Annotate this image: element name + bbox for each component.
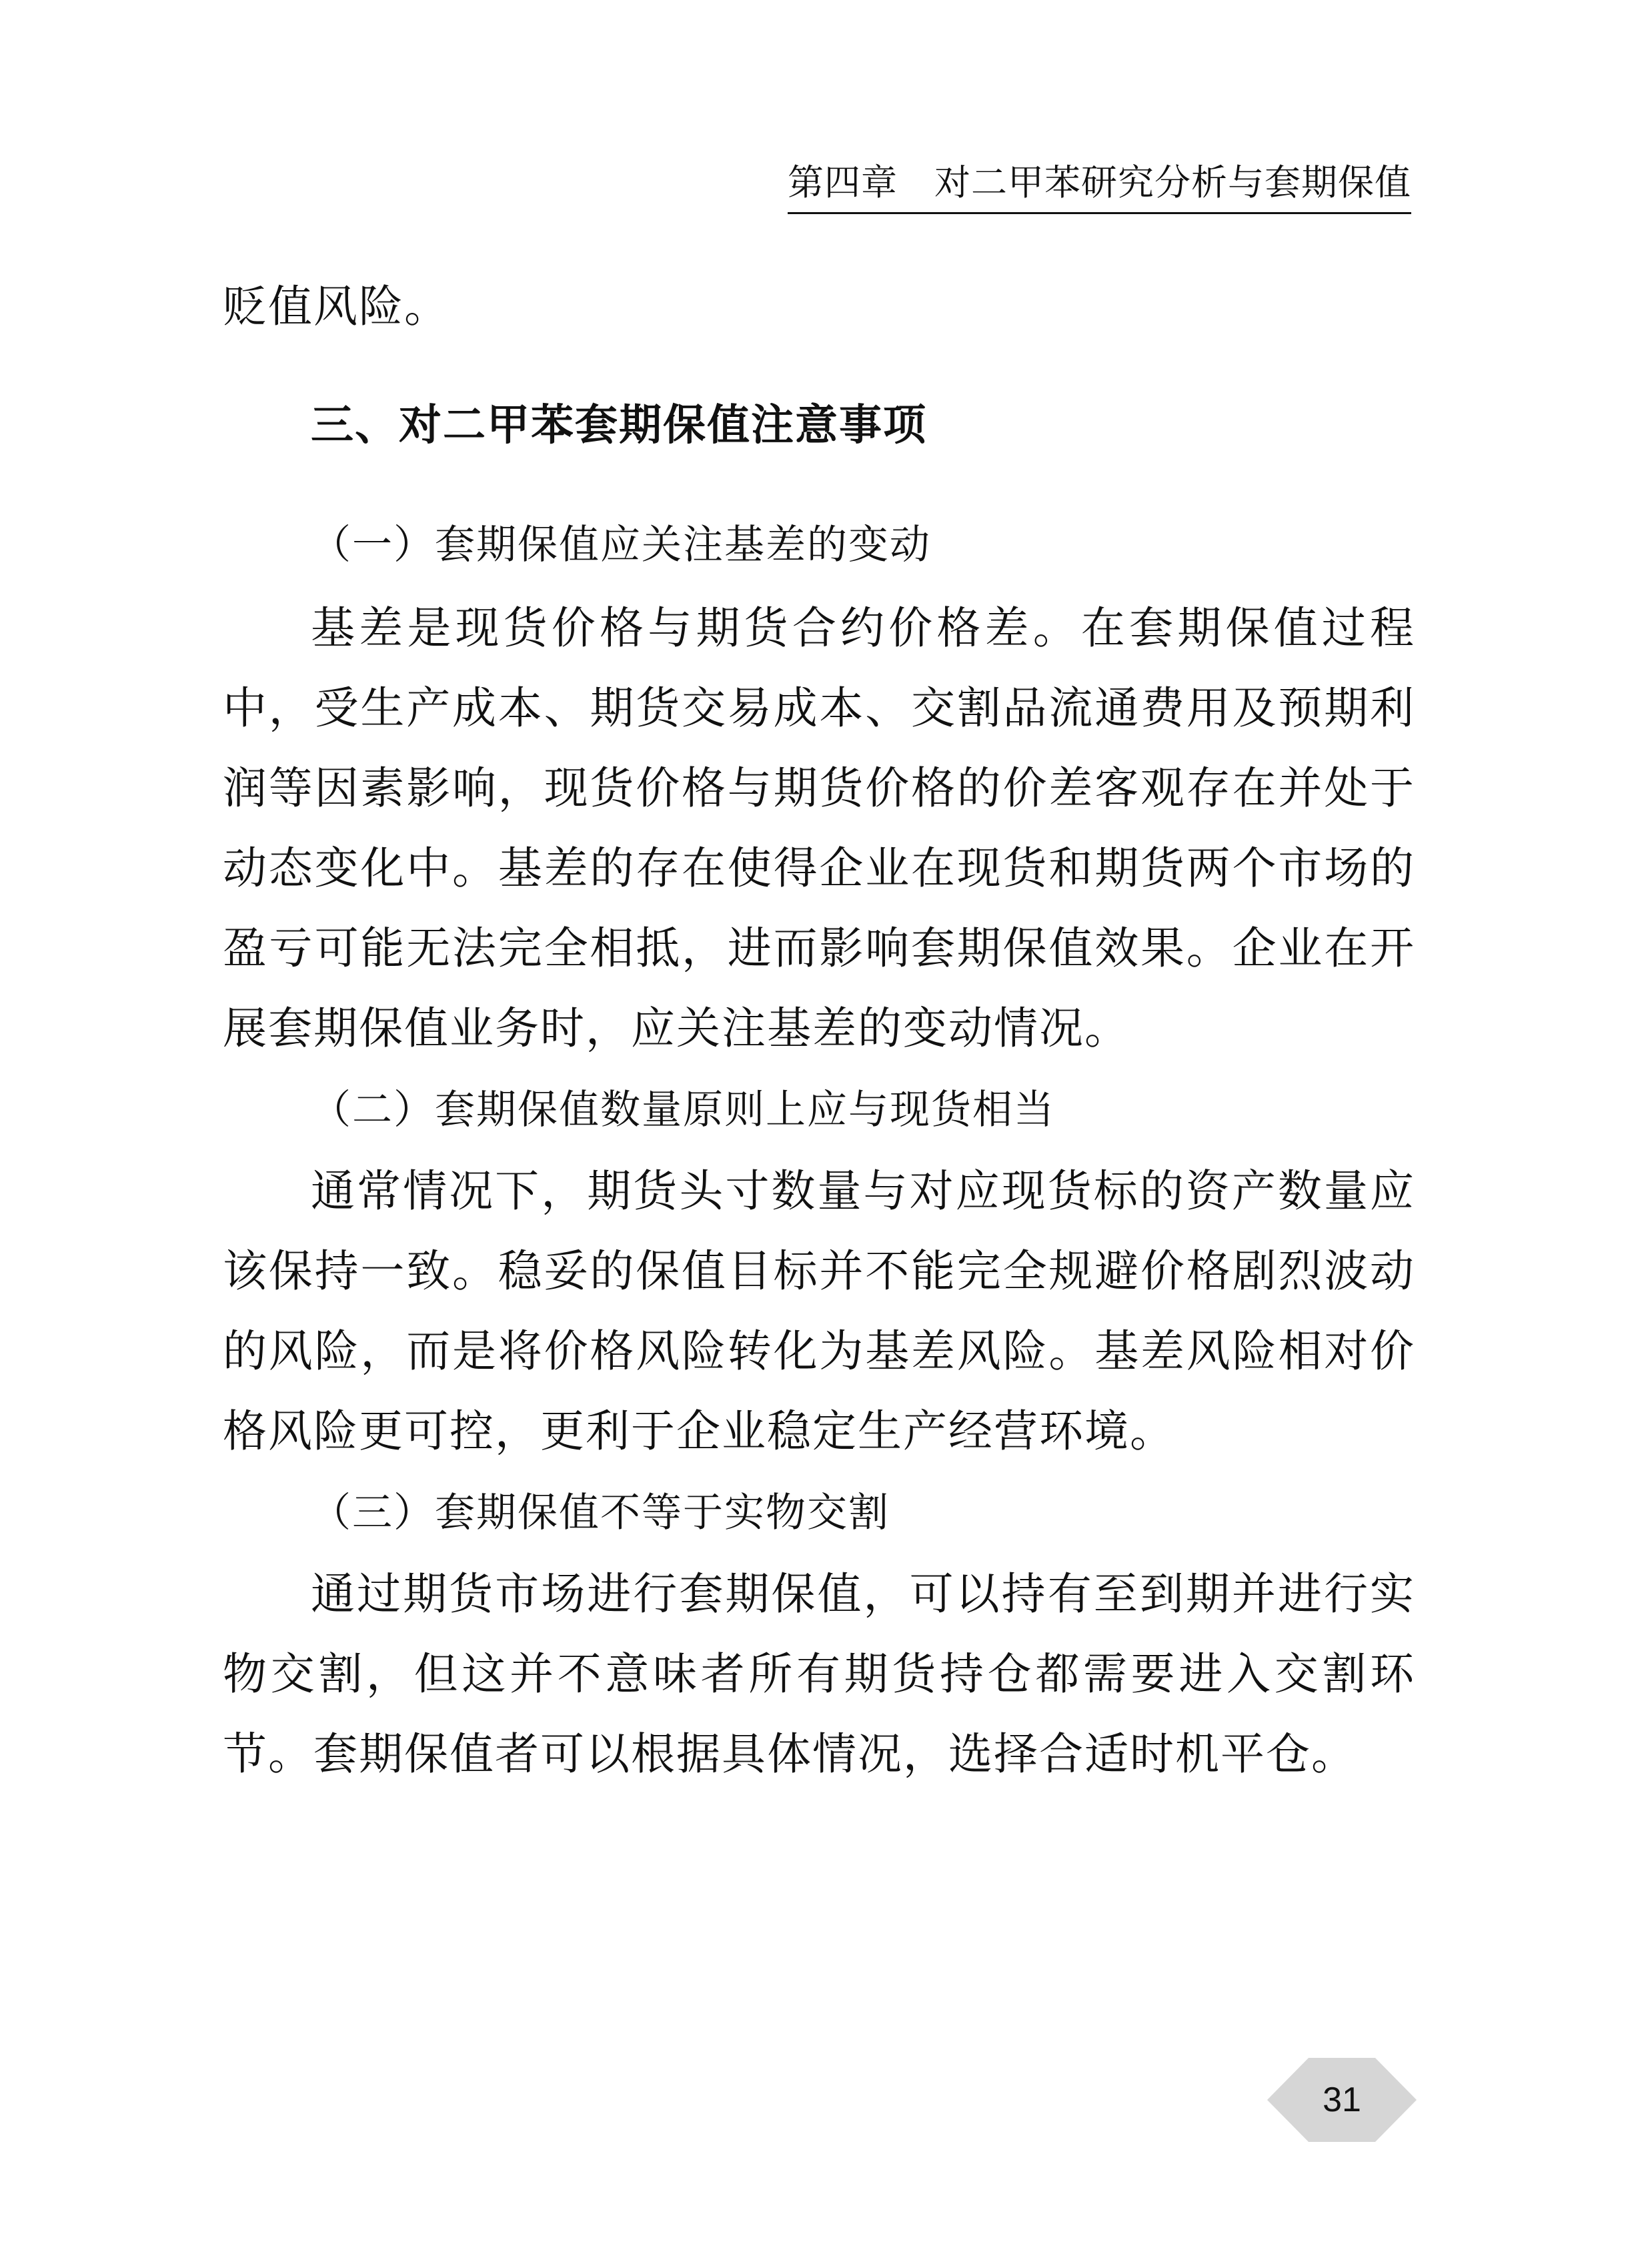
page-number: 31 <box>1323 2081 1361 2119</box>
subheading-3: （三）套期保值不等于实物交割 <box>311 1490 890 1536</box>
subheading-2: （二）套期保值数量原则上应与现货相当 <box>311 1087 1055 1133</box>
paragraph-1: 基差是现货价格与期货合约价格差。在套期保值过程中，受生产成本、期货交易成本、交割品流通费用及预期利润等因素影响，现货价格与期货价格的价差客观存在并处于动态变化中。基差的存在使得企业在现货和期货两个市场的盈亏可能无法完全相抵，进而影响套期保值效果。企业在开展套期保值业务时，应关注基差的变动情况。 <box>223 602 1415 1054</box>
section <box>223 386 1415 466</box>
section-heading: 三、对二甲苯套期保值注意事项 <box>311 401 927 450</box>
subheading-1: （一）套期保值应关注基差的变动 <box>311 522 931 568</box>
page-number-badge <box>1267 2058 1417 2142</box>
continuation-text: 贬值风险。 <box>223 281 450 332</box>
paragraph-2: 通常情况下，期货头寸数量与对应现货标的资产数量应该保持一致。稳妥的保值目标并不能完全规避价格剧烈波动的风险，而是将价格风险转化为基差风险。基差风险相对价格风险更可控，更利于企业稳定生产经营环境。 <box>223 1165 1415 1457</box>
page-body <box>223 267 1415 347</box>
section-body <box>223 502 1415 1794</box>
running-header: 第四章 对二甲苯研究分析与套期保值 <box>788 157 1411 214</box>
paragraph-3: 通过期货市场进行套期保值，可以持有至到期并进行实物交割，但这并不意味者所有期货持仓都需要进入交割环节。套期保值者可以根据具体情况，选择合适时机平仓。 <box>223 1568 1415 1780</box>
